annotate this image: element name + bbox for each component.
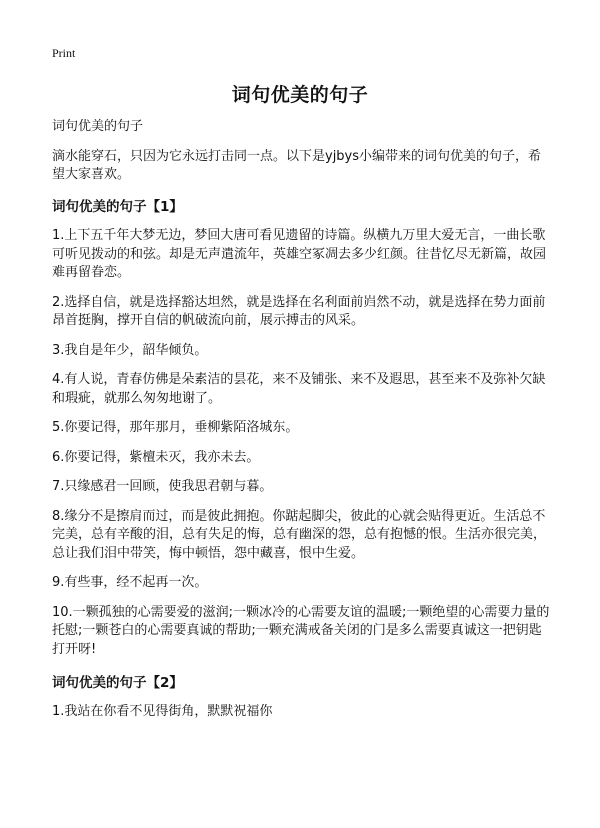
section-heading: 词句优美的句子【1】 [52,199,183,215]
intro-paragraph: 滴水能穿石，只因为它永远打击同一点。以下是yjbys小编带来的词句优美的句子，希望大家喜欢。 [52,149,542,182]
section-heading: 词句优美的句子【2】 [52,675,183,691]
print-link[interactable]: Print [52,46,76,60]
list-item: 7.只缘感君一回顾，使我思君朝与暮。 [52,479,273,494]
list-item: 1.上下五千年大梦无边，梦回大唐可看见遗留的诗篇。纵横九万里大爱无言，一曲长歌可听见拨动的和弦。却是无声遣流年，英雄空冢凋去多少红颜。往昔忆尽无新篇，故园难再留眷恋。 [52,228,547,280]
list-item: 2.选择自信，就是选择豁达坦然，就是选择在名利面前岿然不动，就是选择在势力面前昂首挺胸，撑开自信的帆破流向前，展示搏击的风采。 [52,294,546,328]
list-item: 1.我站在你看不见得街角，默默祝福你 [52,704,273,719]
section-2 [52,674,552,722]
list-item: 8.缘分不是擦肩而过，而是彼此拥抱。你踮起脚尖，彼此的心就会贴得更近。生活总不完美，总有辛酸的泪，总有失足的悔，总有幽深的怨，总有抱憾的恨。生活亦很完美，总让我们泪中带笑，悔中顿悟，怨中藏喜，恨中生爱。 [52,508,547,561]
list-item: 3.我自是年少，韶华倾负。 [52,342,208,358]
section-1 [52,198,552,659]
page-title: 词句优美的句子 [231,84,369,106]
article-subtitle: 词句优美的句子 [52,119,144,134]
article-body [52,118,552,733]
list-item: 5.你要记得，那年那月，垂柳紫陌洛城东。 [52,420,299,435]
list-item: 4.有人说，青春仿佛是朵素洁的昙花，来不及铺张、来不及遐思，甚至来不及弥补欠缺和瑕疵，就那么匆匆地谢了。 [52,372,546,406]
list-item: 6.你要记得，紫檀未灭，我亦未去。 [52,449,260,465]
list-item: 9.有些事，经不起再一次。 [52,575,208,590]
list-item: 10.一颗孤独的心需要爱的滋润;一颗冰冷的心需要友谊的温暖;一颗绝望的心需要力量的托慰;一颗苍白的心需要真诚的帮助;一颗充满戒备关闭的门是多么需要真诚这一把钥匙打开呀! [52,604,550,657]
